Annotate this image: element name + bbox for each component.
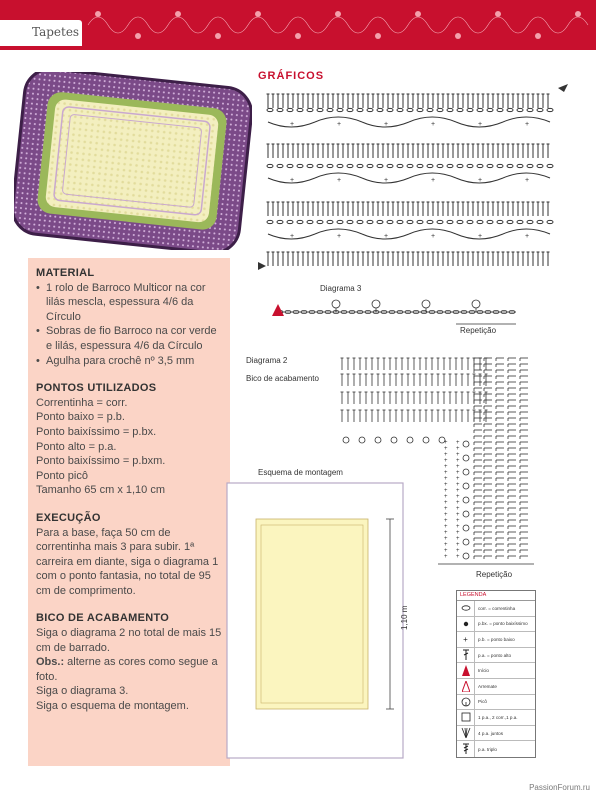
svg-text:+: + — [456, 530, 460, 536]
svg-text:+: + — [444, 530, 448, 536]
plus-icon: + — [457, 632, 475, 647]
pontos-line: Ponto picô — [36, 469, 88, 482]
pontos-line: Correntinha = corr. — [36, 396, 128, 409]
legend-row — [457, 695, 535, 711]
svg-text:+: + — [444, 464, 448, 470]
svg-text:+: + — [456, 494, 460, 500]
legend-row — [457, 617, 535, 633]
svg-text:+: + — [478, 177, 483, 184]
execucao-text: Para a base, faça 50 cm de correntinha mais 3 para subir. 1ª carreira em diante, siga o diagrama 1 com o ponto fantasia, no total de 95 cm de comprimento. — [36, 526, 219, 597]
svg-text:+: + — [456, 518, 460, 524]
diagram-2-label: Diagrama 2 — [246, 356, 288, 365]
bico-obs — [36, 655, 222, 684]
schema-title: Esquema de montagem — [258, 468, 343, 477]
svg-text:+: + — [444, 488, 448, 494]
legend-label: p.a. triplo — [478, 746, 497, 752]
pontos-line: Tamanho 65 cm x 1,10 cm — [36, 484, 166, 497]
svg-text:+: + — [444, 506, 448, 512]
pontos-line: Ponto baixíssimo = p.bx. — [36, 425, 157, 438]
svg-text:+: + — [444, 542, 448, 548]
svg-text:+: + — [337, 121, 342, 128]
pontos-line: Ponto baixo = p.b. — [36, 411, 125, 424]
assembly-schema — [226, 482, 404, 759]
svg-text:+: + — [456, 470, 460, 476]
svg-text:+: + — [456, 554, 460, 560]
svg-text:+: + — [444, 536, 448, 542]
triple-icon — [457, 741, 475, 757]
square-icon — [457, 710, 475, 725]
svg-text:+: + — [525, 233, 530, 240]
svg-text:+: + — [444, 458, 448, 464]
svg-text:+: + — [456, 452, 460, 458]
diagram-3 — [266, 296, 526, 326]
svg-text:+: + — [444, 518, 448, 524]
chain-icon — [457, 601, 475, 616]
svg-text:+: + — [444, 470, 448, 476]
svg-text:+: + — [444, 500, 448, 506]
pontos-line: Ponto alto = p.a. — [36, 440, 117, 453]
svg-text:+: + — [337, 177, 342, 184]
svg-text:+: + — [431, 177, 436, 184]
schema-dimension: 1,10 m — [400, 605, 409, 630]
picot-icon — [457, 695, 475, 710]
legend-label: Arremate — [478, 683, 497, 689]
svg-text:+: + — [290, 121, 295, 128]
instructions-box — [28, 258, 230, 766]
svg-text:+: + — [456, 440, 460, 446]
svg-text:+: + — [444, 548, 448, 554]
svg-text:+: + — [444, 512, 448, 518]
bico-line: Siga o esquema de montagem. — [36, 700, 189, 713]
svg-text:+: + — [444, 482, 448, 488]
svg-text:+: + — [456, 524, 460, 530]
bico-line: Siga o diagrama 3. — [36, 685, 129, 698]
svg-text:+: + — [444, 452, 448, 458]
svg-text:+: + — [444, 440, 448, 446]
legend-label: 1 p.a., 2 corr.,1 p.a. — [478, 714, 518, 720]
tall-stitch-icon — [457, 648, 475, 663]
svg-text:+: + — [431, 121, 436, 128]
legend-row — [457, 741, 535, 757]
bico-heading: BICO DE ACABAMENTO — [36, 612, 170, 625]
legend-row — [457, 679, 535, 695]
legend — [456, 590, 536, 758]
svg-text:+: + — [456, 488, 460, 494]
svg-text:+: + — [456, 512, 460, 518]
svg-text:+: + — [456, 458, 460, 464]
svg-text:+: + — [444, 476, 448, 482]
section-title: Tapetes — [32, 25, 80, 39]
graficos-title: GRÁFICOS — [258, 70, 325, 82]
obs-text: alterne as cores como segue a foto. — [36, 656, 218, 683]
svg-text:+: + — [444, 524, 448, 530]
legend-row — [457, 601, 535, 617]
joined-icon — [457, 726, 475, 741]
execucao-heading: EXECUÇÃO — [36, 511, 101, 524]
legend-label: p.a. = ponto alto — [478, 652, 512, 658]
obs-label: Obs.: — [36, 656, 65, 669]
bico-line: Siga o diagrama 2 no total de mais 15 cm de barrado. — [36, 627, 222, 654]
svg-text:+: + — [384, 121, 389, 128]
svg-text:+: + — [456, 482, 460, 488]
diagram-1 — [258, 84, 578, 270]
diagram-2-sublabel: Bico de acabamento — [246, 374, 319, 383]
svg-text:+: + — [444, 446, 448, 452]
legend-row — [457, 632, 535, 648]
svg-text:+: + — [525, 121, 530, 128]
legend-label: p.b. = ponto baixo — [478, 636, 515, 642]
page-header — [0, 0, 596, 50]
svg-text:+: + — [456, 500, 460, 506]
repeticao-label-3: Repetição — [460, 326, 497, 335]
svg-text:+: + — [384, 177, 389, 184]
svg-text:+: + — [290, 177, 295, 184]
legend-row — [457, 710, 535, 726]
material-list — [36, 281, 222, 369]
legend-label: Início — [478, 668, 489, 674]
svg-text:+: + — [456, 506, 460, 512]
svg-text:+: + — [444, 554, 448, 560]
legend-row — [457, 663, 535, 679]
svg-text:+: + — [456, 476, 460, 482]
ornament-band — [84, 4, 596, 46]
svg-text:+: + — [290, 233, 295, 240]
legend-label: p.bx. = ponto baixíssimo — [478, 621, 528, 627]
svg-text:+: + — [478, 121, 483, 128]
pontos-heading: PONTOS UTILIZADOS — [36, 382, 157, 395]
material-item: • Agulha para crochê nº 3,5 mm — [36, 354, 222, 369]
material-item: • 1 rolo de Barroco Multicor na cor lilás mescla, espessura 4/6 da Círculo — [36, 281, 222, 325]
legend-label: Picô — [478, 699, 487, 705]
rug-photo — [14, 72, 252, 250]
watermark: PassionForum.ru — [529, 783, 590, 792]
legend-row — [457, 648, 535, 664]
legend-label: corr. = correntinha — [478, 605, 516, 611]
svg-text:+: + — [525, 177, 530, 184]
legend-title: LEGENDA — [457, 591, 535, 601]
svg-text:+: + — [384, 233, 389, 240]
pontos-line: Ponto baixíssimo = p.bxm. — [36, 455, 166, 468]
legend-label: 4 p.a. juntos — [478, 730, 504, 736]
svg-text:+: + — [456, 464, 460, 470]
svg-text:+: + — [456, 446, 460, 452]
svg-text:+: + — [444, 494, 448, 500]
legend-row — [457, 726, 535, 742]
dot-icon — [457, 617, 475, 632]
material-item: • Sobras de fio Barroco na cor verde e lilás, espessura 4/6 da Círculo — [36, 324, 222, 353]
svg-text:+: + — [337, 233, 342, 240]
svg-text:+: + — [431, 233, 436, 240]
repeticao-label-2: Repetição — [476, 570, 513, 579]
svg-text:+: + — [478, 233, 483, 240]
svg-text:+: + — [456, 548, 460, 554]
material-heading: MATERIAL — [36, 267, 95, 279]
end-icon — [457, 679, 475, 694]
svg-text:+: + — [456, 542, 460, 548]
start-icon — [457, 663, 475, 678]
svg-text:+: + — [456, 536, 460, 542]
diagram-3-label: Diagrama 3 — [320, 284, 362, 293]
